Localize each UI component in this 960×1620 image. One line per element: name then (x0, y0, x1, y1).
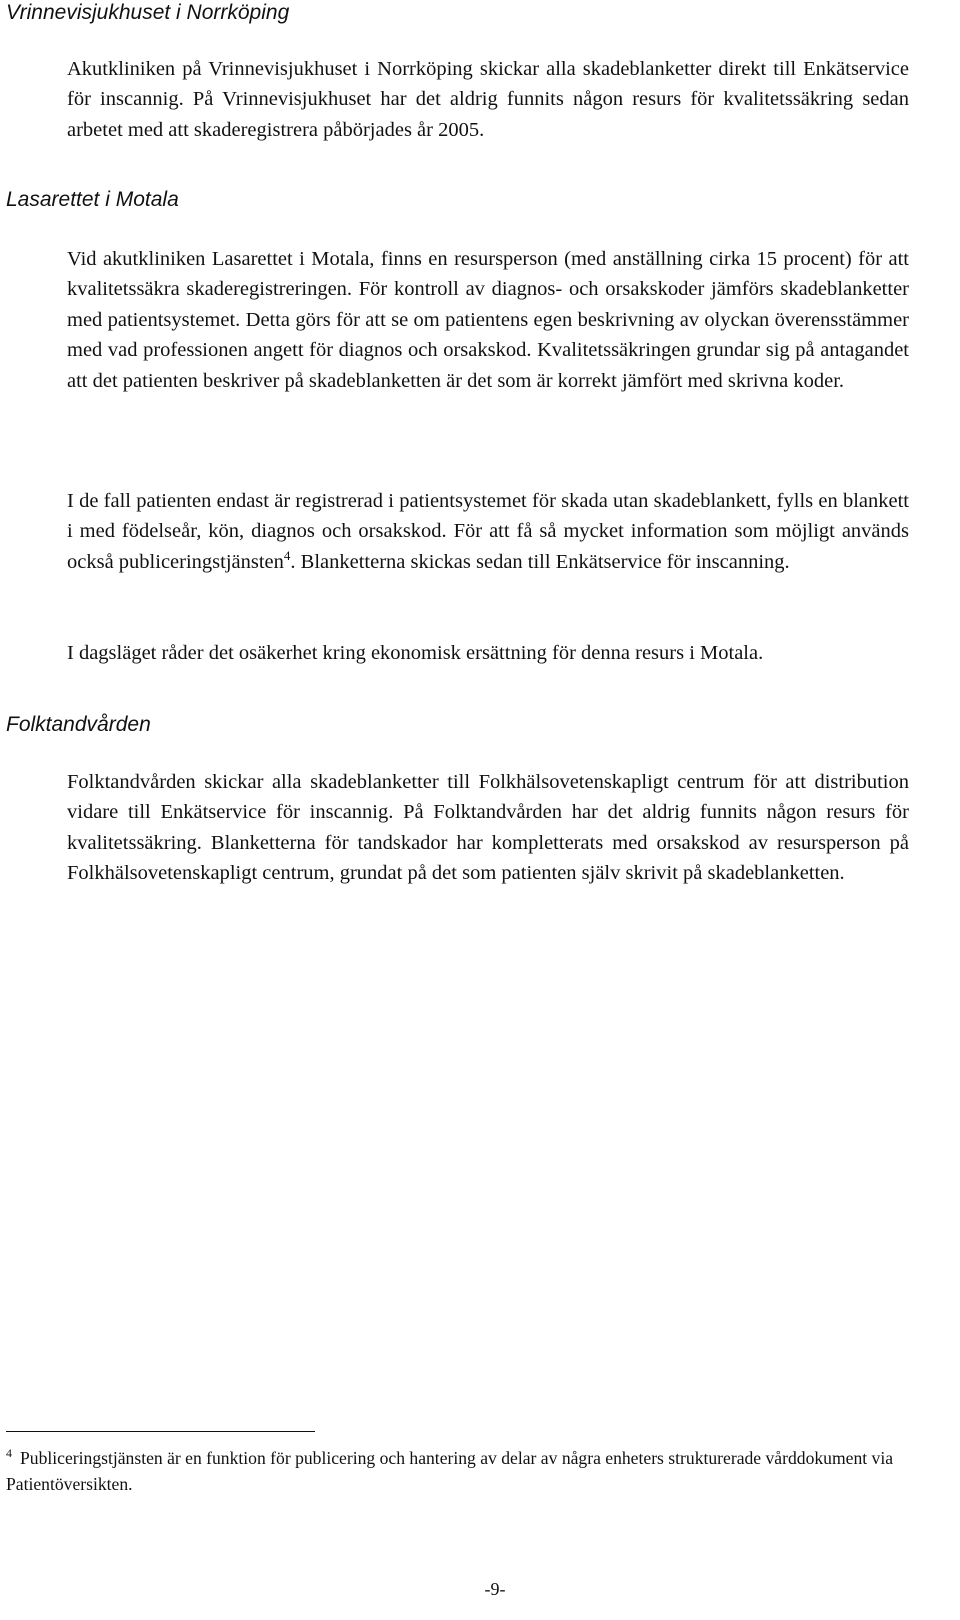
paragraph-text: I de fall patienten endast är registrerad i patientsystemet för skada utan skadeblankett, fylls en blankett i med födelseår, kön, diagnos och orsakskod. För att få så mycket information som möjligt används också publiceringstjänsten (67, 490, 909, 573)
footnote (6, 1445, 932, 1497)
footnote-marker: 4 (6, 1446, 12, 1461)
paragraph-text: . Blanketterna skickas sedan till Enkätservice för inscanning. (290, 550, 790, 573)
heading-vrinnevisjukhuset: Vrinnevisjukhuset i Norrköping (6, 1, 290, 24)
footnote-separator (6, 1431, 315, 1432)
heading-lasarettet-motala: Lasarettet i Motala (6, 188, 179, 211)
page-number: -9- (484, 1579, 506, 1599)
paragraph-folktandvarden: Folktandvården skickar alla skadeblanketter till Folkhälsovetenskapligt centrum för att distribution vidare till Enkätservice för inscannig. På Folktandvården har det aldrig funnits någon resurs för kvalitetssäkring. Blanketterna för tandskador har kompletterats med orsakskod av resursperson på Folkhälsovetenskapligt centrum, grundat på det som patienten själv skrivit på skadeblanketten. (67, 771, 909, 885)
paragraph-vrinnevisjukhuset: Akutkliniken på Vrinnevisjukhuset i Norrköping skickar alla skadeblanketter direkt till Enkätservice för inscannig. På Vrinnevisjukhuset har det aldrig funnits någon resurs för kvalitetssäkring sedan arbetet med att skaderegistrera påbörjades år 2005. (67, 58, 909, 141)
paragraph-motala-quality: Vid akutkliniken Lasarettet i Motala, finns en resursperson (med anställning cirka 15 procent) för att kvalitetssäkra skaderegistreringen. För kontroll av diagnos- och orsakskoder jämförs skadeblanketter med patientsystemet. Detta görs för att se om patientens egen beskrivning av olyckan överensstämmer med vad professionen angett för diagnos och orsakskod. Kvalitetssäkringen grundar sig på antagandet att det patienten beskriver på skadeblanketten är det som är korrekt jämfört med skrivna koder. (67, 248, 909, 392)
paragraph-motala-missing-forms (67, 486, 909, 577)
footnote-text: Publiceringstjänsten är en funktion för publicering och hantering av delar av några enheters strukturerade vårddokument via Patientöversikten. (6, 1448, 894, 1494)
paragraph-motala-funding: I dagsläget råder det osäkerhet kring ekonomisk ersättning för denna resurs i Motala. (67, 642, 764, 664)
footnote-reference: 4 (283, 547, 291, 563)
heading-folktandvarden: Folktandvården (6, 713, 151, 736)
